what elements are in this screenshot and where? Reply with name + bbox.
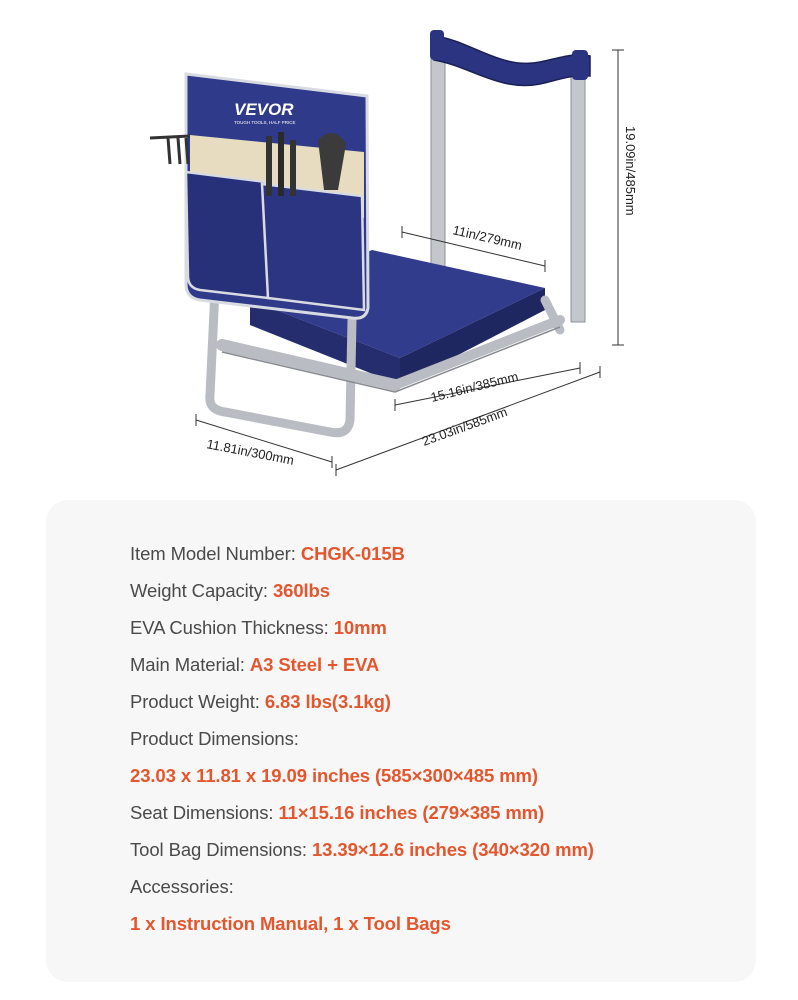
spec-label: Main Material:: [130, 654, 250, 675]
dimension-seat-width-label: 11in/279mm: [451, 222, 524, 253]
spec-accessories-value: [130, 905, 594, 942]
dimension-total-length-label: 23.03in/585mm: [419, 404, 510, 449]
spec-value: 23.03 x 11.81 x 19.09 inches (585×300×485 mm): [130, 765, 538, 786]
spec-value: 6.83 lbs(3.1kg): [264, 691, 391, 712]
spec-label: EVA Cushion Thickness:: [130, 617, 334, 638]
spec-accessories-label: [130, 868, 594, 905]
spec-label: Product Dimensions:: [130, 728, 299, 749]
spec-label: Seat Dimensions:: [130, 802, 279, 823]
spec-model-number: [130, 535, 594, 572]
spec-product-dimensions-label: [130, 720, 594, 757]
spec-value: 1 x Instruction Manual, 1 x Tool Bags: [130, 913, 451, 934]
spec-value: 11×15.16 inches (279×385 mm): [278, 802, 545, 823]
spec-value: A3 Steel + EVA: [249, 654, 380, 675]
spec-label: Tool Bag Dimensions:: [130, 839, 312, 860]
dimension-height: [612, 50, 638, 345]
brand-logo: VEVOR: [234, 100, 294, 119]
spec-main-material: [130, 646, 594, 683]
spec-product-dimensions-value: [130, 757, 594, 794]
spec-tool-bag-dimensions: [130, 831, 594, 868]
tool-bag: [150, 74, 368, 318]
spec-seat-dimensions: [130, 794, 594, 831]
specs-list: [130, 535, 594, 942]
spec-label: Accessories:: [130, 876, 234, 897]
dimension-height-label: 19.09in/485mm: [623, 126, 638, 216]
spec-weight-capacity: [130, 572, 594, 609]
spec-value: 13.39×12.6 inches (340×320 mm): [311, 839, 594, 860]
dimension-seat-length-label: 15.16in/385mm: [429, 368, 520, 405]
spec-label: Item Model Number:: [130, 543, 301, 564]
brand-tagline: TOUGH TOOLS, HALF PRICE: [234, 120, 296, 125]
spec-value: CHGK-015B: [300, 543, 405, 564]
spec-cushion-thickness: [130, 609, 594, 646]
spec-label: Weight Capacity:: [130, 580, 273, 601]
spec-value: 10mm: [333, 617, 387, 638]
spec-value: 360lbs: [272, 580, 330, 601]
spec-product-weight: [130, 683, 594, 720]
dimension-depth-label: 11.81in/300mm: [205, 436, 296, 468]
spec-label: Product Weight:: [130, 691, 265, 712]
specs-card: [46, 500, 756, 982]
